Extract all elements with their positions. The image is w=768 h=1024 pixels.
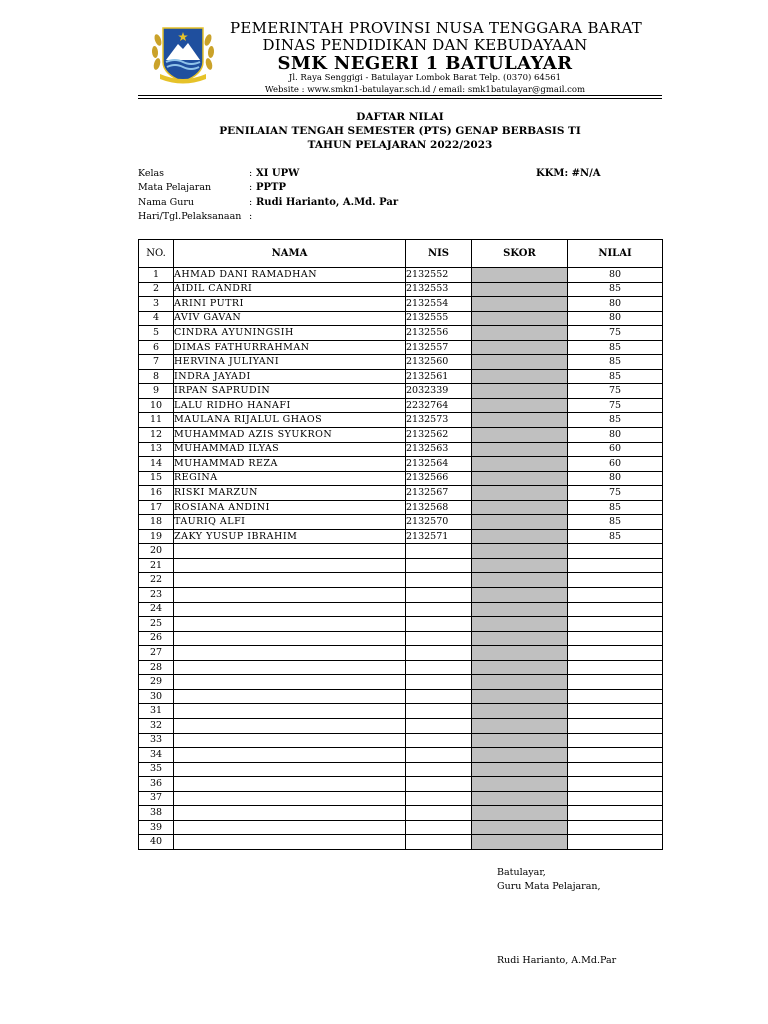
row-number-cell: 30 <box>139 689 174 704</box>
row-number-cell: 40 <box>139 835 174 850</box>
row-number-cell: 19 <box>139 529 174 544</box>
table-row <box>139 791 663 806</box>
student-name-cell: ARINI PUTRI <box>174 297 406 312</box>
letterhead-address: Jl. Raya Senggigi - Batulayar Lombok Barat Telp. (0370) 64561 <box>288 73 562 83</box>
row-number-cell: 23 <box>139 588 174 603</box>
student-skor-cell <box>472 326 568 341</box>
student-nis-cell <box>406 791 472 806</box>
student-nilai-cell: 85 <box>568 282 663 297</box>
row-number-cell: 2 <box>139 282 174 297</box>
student-name-cell <box>174 646 406 661</box>
student-name-cell: DIMAS FATHURRAHMAN <box>174 340 406 355</box>
student-nilai-cell: 85 <box>568 340 663 355</box>
mapel-separator: : <box>249 182 253 193</box>
student-nis-cell <box>406 646 472 661</box>
row-number-cell: 10 <box>139 398 174 413</box>
student-nilai-cell: 80 <box>568 428 663 443</box>
header-no: NO. <box>139 240 174 268</box>
student-skor-cell <box>472 384 568 399</box>
student-nilai-cell: 85 <box>568 413 663 428</box>
student-nis-cell <box>406 820 472 835</box>
letterhead-divider <box>138 95 662 96</box>
student-nis-cell: 2132562 <box>406 428 472 443</box>
row-number-cell: 13 <box>139 442 174 457</box>
table-row <box>139 588 663 603</box>
row-number-cell: 9 <box>139 384 174 399</box>
row-number-cell: 38 <box>139 806 174 821</box>
student-nilai-cell: 80 <box>568 471 663 486</box>
student-nis-cell <box>406 806 472 821</box>
student-skor-cell <box>472 515 568 530</box>
row-number-cell: 12 <box>139 428 174 443</box>
student-name-cell: MUHAMMAD REZA <box>174 457 406 472</box>
student-skor-cell <box>472 602 568 617</box>
row-number-cell: 16 <box>139 486 174 501</box>
document-subtitle: PENILAIAN TENGAH SEMESTER (PTS) GENAP BERBASIS TI <box>219 125 581 137</box>
row-number-cell: 8 <box>139 369 174 384</box>
student-skor-cell <box>472 355 568 370</box>
student-name-cell: RISKI MARZUN <box>174 486 406 501</box>
table-row <box>139 326 663 341</box>
student-nilai-cell <box>568 631 663 646</box>
student-nis-cell: 2132561 <box>406 369 472 384</box>
table-row <box>139 355 663 370</box>
student-nilai-cell <box>568 646 663 661</box>
header-nis: NIS <box>406 240 472 268</box>
student-nilai-cell <box>568 544 663 559</box>
row-number-cell: 22 <box>139 573 174 588</box>
student-nilai-cell: 75 <box>568 486 663 501</box>
signature-place: Batulayar, <box>497 867 546 878</box>
guru-separator: : <box>249 197 253 208</box>
student-nilai-cell <box>568 733 663 748</box>
row-number-cell: 21 <box>139 558 174 573</box>
student-skor-cell <box>472 718 568 733</box>
table-row <box>139 515 663 530</box>
table-row <box>139 835 663 850</box>
signature-name: Rudi Harianto, A.Md.Par <box>497 955 617 966</box>
letterhead-school-name: SMK NEGERI 1 BATULAYAR <box>277 53 573 74</box>
student-nis-cell: 2132566 <box>406 471 472 486</box>
table-row <box>139 398 663 413</box>
student-nilai-cell: 85 <box>568 369 663 384</box>
student-nilai-cell <box>568 660 663 675</box>
guru-value: Rudi Harianto, A.Md. Par <box>256 197 399 208</box>
student-nis-cell: 2132564 <box>406 457 472 472</box>
row-number-cell: 15 <box>139 471 174 486</box>
student-skor-cell <box>472 588 568 603</box>
row-number-cell: 37 <box>139 791 174 806</box>
student-nilai-cell <box>568 791 663 806</box>
document-title: DAFTAR NILAI <box>356 111 444 123</box>
row-number-cell: 35 <box>139 762 174 777</box>
row-number-cell: 7 <box>139 355 174 370</box>
row-number-cell: 11 <box>139 413 174 428</box>
student-nis-cell <box>406 573 472 588</box>
student-nis-cell: 2032339 <box>406 384 472 399</box>
student-name-cell <box>174 631 406 646</box>
table-header-row <box>139 240 663 268</box>
student-nilai-cell: 60 <box>568 457 663 472</box>
table-row <box>139 806 663 821</box>
student-nilai-cell: 85 <box>568 515 663 530</box>
table-row <box>139 500 663 515</box>
student-skor-cell <box>472 500 568 515</box>
row-number-cell: 28 <box>139 660 174 675</box>
student-nilai-cell: 75 <box>568 384 663 399</box>
table-row <box>139 573 663 588</box>
table-row <box>139 413 663 428</box>
student-nis-cell: 2132560 <box>406 355 472 370</box>
table-row <box>139 282 663 297</box>
student-nis-cell <box>406 689 472 704</box>
row-number-cell: 24 <box>139 602 174 617</box>
student-nis-cell: 2132556 <box>406 326 472 341</box>
student-nilai-cell: 80 <box>568 297 663 312</box>
student-skor-cell <box>472 806 568 821</box>
table-row <box>139 660 663 675</box>
student-skor-cell <box>472 398 568 413</box>
table-row <box>139 428 663 443</box>
student-nilai-cell: 75 <box>568 398 663 413</box>
student-nilai-cell <box>568 718 663 733</box>
student-skor-cell <box>472 311 568 326</box>
student-nis-cell: 2132555 <box>406 311 472 326</box>
row-number-cell: 31 <box>139 704 174 719</box>
table-row <box>139 558 663 573</box>
student-skor-cell <box>472 791 568 806</box>
student-nis-cell: 2132567 <box>406 486 472 501</box>
table-row <box>139 457 663 472</box>
student-name-cell <box>174 806 406 821</box>
student-name-cell: AVIV GAVAN <box>174 311 406 326</box>
student-nilai-cell <box>568 704 663 719</box>
table-row <box>139 689 663 704</box>
row-number-cell: 33 <box>139 733 174 748</box>
row-number-cell: 1 <box>139 268 174 283</box>
student-nilai-cell <box>568 573 663 588</box>
letterhead-department: DINAS PENDIDIKAN DAN KEBUDAYAAN <box>262 36 588 54</box>
student-nis-cell <box>406 704 472 719</box>
table-row <box>139 820 663 835</box>
student-nis-cell <box>406 835 472 850</box>
student-skor-cell <box>472 558 568 573</box>
kkm-value: KKM: #N/A <box>536 168 601 179</box>
student-name-cell <box>174 762 406 777</box>
student-name-cell <box>174 544 406 559</box>
student-name-cell <box>174 558 406 573</box>
student-nis-cell <box>406 748 472 763</box>
student-nis-cell <box>406 733 472 748</box>
student-nis-cell <box>406 675 472 690</box>
row-number-cell: 14 <box>139 457 174 472</box>
table-row <box>139 268 663 283</box>
student-name-cell <box>174 791 406 806</box>
row-number-cell: 3 <box>139 297 174 312</box>
row-number-cell: 34 <box>139 748 174 763</box>
student-skor-cell <box>472 748 568 763</box>
student-skor-cell <box>472 486 568 501</box>
student-nilai-cell: 80 <box>568 268 663 283</box>
table-row <box>139 748 663 763</box>
student-nilai-cell: 85 <box>568 529 663 544</box>
student-nilai-cell <box>568 617 663 632</box>
student-name-cell <box>174 733 406 748</box>
row-number-cell: 20 <box>139 544 174 559</box>
student-skor-cell <box>472 820 568 835</box>
student-name-cell <box>174 617 406 632</box>
grade-table <box>138 239 663 850</box>
student-skor-cell <box>472 660 568 675</box>
student-skor-cell <box>472 457 568 472</box>
student-skor-cell <box>472 297 568 312</box>
row-number-cell: 36 <box>139 777 174 792</box>
student-name-cell <box>174 704 406 719</box>
row-number-cell: 17 <box>139 500 174 515</box>
table-row <box>139 544 663 559</box>
student-nis-cell: 2232764 <box>406 398 472 413</box>
student-nis-cell: 2132563 <box>406 442 472 457</box>
student-nis-cell: 2132557 <box>406 340 472 355</box>
student-name-cell <box>174 689 406 704</box>
table-row <box>139 297 663 312</box>
student-nilai-cell <box>568 762 663 777</box>
student-skor-cell <box>472 471 568 486</box>
student-nis-cell <box>406 602 472 617</box>
student-nilai-cell <box>568 689 663 704</box>
table-row <box>139 384 663 399</box>
guru-label: Nama Guru <box>138 197 195 208</box>
student-name-cell <box>174 835 406 850</box>
table-row <box>139 442 663 457</box>
table-row <box>139 311 663 326</box>
student-nis-cell <box>406 718 472 733</box>
table-row <box>139 486 663 501</box>
student-name-cell: MUHAMMAD ILYAS <box>174 442 406 457</box>
student-nis-cell: 2132554 <box>406 297 472 312</box>
student-skor-cell <box>472 544 568 559</box>
student-skor-cell <box>472 340 568 355</box>
student-name-cell <box>174 820 406 835</box>
student-nilai-cell <box>568 820 663 835</box>
student-nis-cell <box>406 660 472 675</box>
table-row <box>139 602 663 617</box>
student-skor-cell <box>472 413 568 428</box>
student-nis-cell: 2132571 <box>406 529 472 544</box>
student-nilai-cell: 80 <box>568 311 663 326</box>
grade-table-body <box>139 268 663 850</box>
student-skor-cell <box>472 268 568 283</box>
student-name-cell <box>174 602 406 617</box>
student-name-cell: AIDIL CANDRI <box>174 282 406 297</box>
student-nilai-cell: 75 <box>568 326 663 341</box>
row-number-cell: 32 <box>139 718 174 733</box>
student-name-cell: MUHAMMAD AZIS SYUKRON <box>174 428 406 443</box>
kelas-separator: : <box>249 168 253 179</box>
student-name-cell <box>174 660 406 675</box>
student-skor-cell <box>472 442 568 457</box>
student-skor-cell <box>472 733 568 748</box>
student-nis-cell <box>406 777 472 792</box>
table-row <box>139 340 663 355</box>
student-name-cell <box>174 718 406 733</box>
table-row <box>139 631 663 646</box>
student-skor-cell <box>472 631 568 646</box>
tanggal-separator: : <box>249 211 253 222</box>
student-skor-cell <box>472 617 568 632</box>
row-number-cell: 6 <box>139 340 174 355</box>
student-nilai-cell <box>568 558 663 573</box>
student-nilai-cell <box>568 777 663 792</box>
student-nilai-cell: 60 <box>568 442 663 457</box>
student-nis-cell <box>406 558 472 573</box>
student-name-cell: INDRA JAYADI <box>174 369 406 384</box>
row-number-cell: 27 <box>139 646 174 661</box>
student-nis-cell: 2132553 <box>406 282 472 297</box>
letterhead-contact: Website : www.smkn1-batulayar.sch.id / email: smk1batulayar@gmail.com <box>264 85 586 95</box>
student-nilai-cell: 85 <box>568 355 663 370</box>
row-number-cell: 29 <box>139 675 174 690</box>
signature-role: Guru Mata Pelajaran, <box>497 881 601 892</box>
table-row <box>139 675 663 690</box>
student-skor-cell <box>472 646 568 661</box>
student-nis-cell <box>406 631 472 646</box>
letterhead-government: PEMERINTAH PROVINSI NUSA TENGGARA BARAT <box>230 19 643 37</box>
student-name-cell: HERVINA JULIYANI <box>174 355 406 370</box>
student-name-cell <box>174 748 406 763</box>
student-name-cell: ROSIANA ANDINI <box>174 500 406 515</box>
academic-year: TAHUN PELAJARAN 2022/2023 <box>307 139 493 151</box>
row-number-cell: 4 <box>139 311 174 326</box>
table-row <box>139 646 663 661</box>
table-row <box>139 733 663 748</box>
student-nis-cell: 2132568 <box>406 500 472 515</box>
student-name-cell: LALU RIDHO HANAFI <box>174 398 406 413</box>
student-nis-cell <box>406 617 472 632</box>
row-number-cell: 39 <box>139 820 174 835</box>
student-name-cell <box>174 573 406 588</box>
student-skor-cell <box>472 428 568 443</box>
student-nilai-cell <box>568 588 663 603</box>
student-skor-cell <box>472 573 568 588</box>
student-nis-cell: 2132570 <box>406 515 472 530</box>
table-row <box>139 718 663 733</box>
letterhead-divider-thin <box>138 98 662 99</box>
row-number-cell: 26 <box>139 631 174 646</box>
student-skor-cell <box>472 529 568 544</box>
student-skor-cell <box>472 675 568 690</box>
student-name-cell: MAULANA RIJALUL GHAOS <box>174 413 406 428</box>
student-skor-cell <box>472 777 568 792</box>
student-name-cell <box>174 588 406 603</box>
student-nilai-cell <box>568 806 663 821</box>
kelas-label: Kelas <box>138 168 165 179</box>
student-name-cell: ZAKY YUSUP IBRAHIM <box>174 529 406 544</box>
student-nis-cell <box>406 544 472 559</box>
student-nilai-cell <box>568 675 663 690</box>
tanggal-label: Hari/Tgl.Pelaksanaan <box>138 211 242 222</box>
student-name-cell: TAURIQ ALFI <box>174 515 406 530</box>
table-row <box>139 762 663 777</box>
student-name-cell <box>174 777 406 792</box>
row-number-cell: 5 <box>139 326 174 341</box>
kelas-value: XI UPW <box>256 168 300 179</box>
student-nis-cell <box>406 762 472 777</box>
student-nilai-cell <box>568 835 663 850</box>
student-nilai-cell <box>568 748 663 763</box>
table-row <box>139 777 663 792</box>
ntb-province-emblem-icon <box>150 22 216 88</box>
student-nis-cell <box>406 588 472 603</box>
row-number-cell: 18 <box>139 515 174 530</box>
header-skor: SKOR <box>472 240 568 268</box>
mapel-value: PPTP <box>256 182 286 193</box>
student-skor-cell <box>472 369 568 384</box>
student-skor-cell <box>472 704 568 719</box>
table-row <box>139 704 663 719</box>
table-row <box>139 617 663 632</box>
student-skor-cell <box>472 835 568 850</box>
student-name-cell: REGINA <box>174 471 406 486</box>
row-number-cell: 25 <box>139 617 174 632</box>
header-nama: NAMA <box>174 240 406 268</box>
mapel-label: Mata Pelajaran <box>138 182 212 193</box>
student-nilai-cell <box>568 602 663 617</box>
student-name-cell: AHMAD DANI RAMADHAN <box>174 268 406 283</box>
table-row <box>139 369 663 384</box>
student-nis-cell: 2132573 <box>406 413 472 428</box>
student-name-cell: CINDRA AYUNINGSIH <box>174 326 406 341</box>
table-row <box>139 529 663 544</box>
student-skor-cell <box>472 689 568 704</box>
student-name-cell: IRPAN SAPRUDIN <box>174 384 406 399</box>
student-nilai-cell: 85 <box>568 500 663 515</box>
student-nis-cell: 2132552 <box>406 268 472 283</box>
student-skor-cell <box>472 762 568 777</box>
table-row <box>139 471 663 486</box>
student-name-cell <box>174 675 406 690</box>
student-skor-cell <box>472 282 568 297</box>
header-nilai: NILAI <box>568 240 663 268</box>
